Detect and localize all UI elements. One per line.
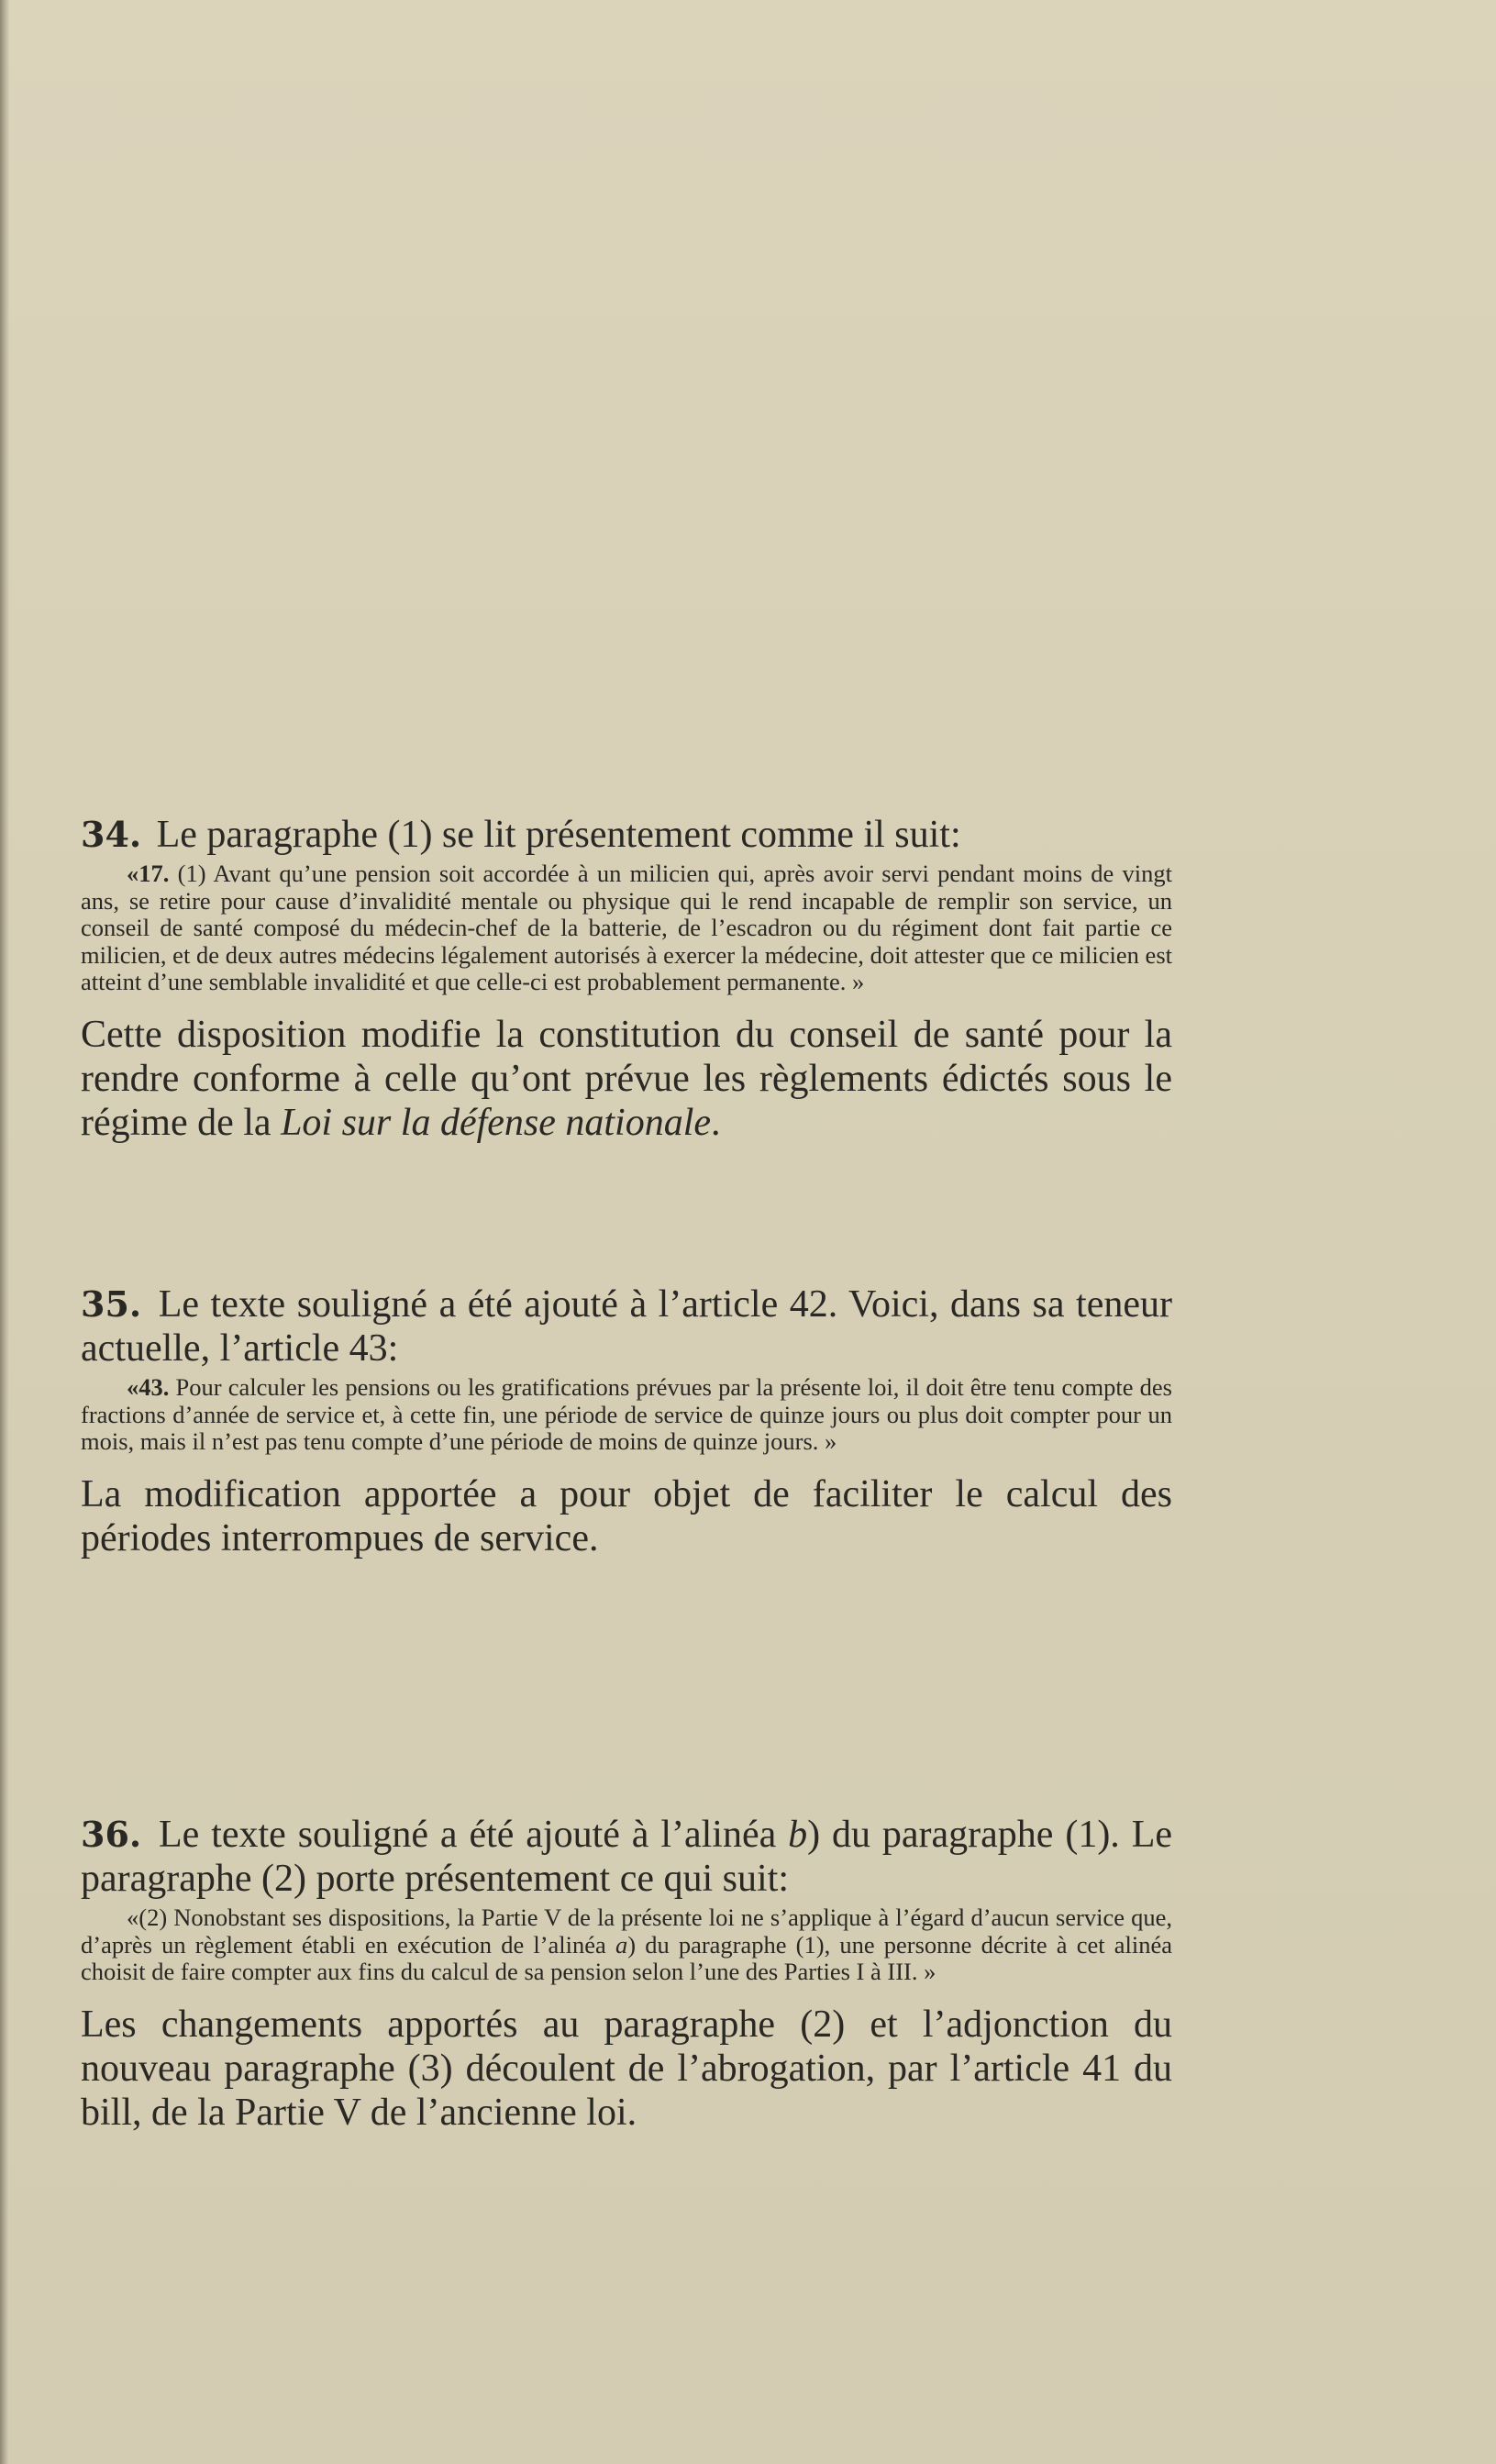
heading-text: Le texte souligné a été ajouté à l’article 42. Voici, dans sa teneur actuelle, l’article 43: — [81, 1283, 1172, 1370]
section-35 — [81, 1282, 1172, 1560]
heading-end: ) du paragraphe (1). Le paragraphe (2) porte présentement ce qui suit: — [81, 1814, 1172, 1900]
quote-indent — [81, 860, 127, 887]
commentary: La modification apportée a pour objet de faciliter le calcul des périodes interrompues de service. — [81, 1472, 1172, 1559]
section-34 — [81, 813, 1172, 1145]
quote-italic: a — [615, 1930, 628, 1959]
quote-text: (1) Avant qu’une pension soit accordée à un milicien qui, après avoir servi pendant moins de vingt ans, se retire pour cause d’invalidité mentale ou physique qui le rend incapable de remplir son service, un conseil de santé composé du médecin-chef de la batterie, de l’escadron ou du régiment dont fait partie ce milicien, et de deux autres médecins légalement autorisés à exercer la médecine, doit attester que ce milicien est atteint d’une semblable invalidité et que celle-ci est probablement permanente. » — [81, 860, 1172, 995]
section-heading — [81, 1813, 1172, 1901]
commentary — [81, 1013, 1172, 1145]
quote-end: ) du paragraphe (1), une personne décrite à cet alinéa choisit de faire compter aux fins du calcul de sa pension selon l’une des Parties I à III. » — [81, 1930, 1173, 1985]
quote-text: Pour calculer les pensions ou les gratifications prévues par la présente loi, il doit être tenu compte des fractions d’année de service et, à cette fin, une période de service de quinze jours ou plus doit compter pour un mois, mais il n’est pas tenu compte d’une période de moins de quinze jours. » — [81, 1373, 1172, 1455]
section-heading — [81, 1282, 1172, 1371]
heading-text: Le texte souligné a été ajouté à l’alinéa — [159, 1814, 789, 1856]
quote-indent — [81, 1373, 127, 1401]
quote-lead: «43. — [127, 1373, 170, 1401]
section-heading — [81, 813, 1172, 857]
section-number: 34. — [81, 814, 142, 855]
section-number: 35. — [81, 1283, 142, 1325]
heading-italic: b — [788, 1814, 808, 1856]
commentary-italic: Loi sur la défense nationale — [281, 1101, 712, 1144]
section-number: 36. — [81, 1814, 142, 1855]
commentary-end: . — [711, 1101, 721, 1144]
page-binding-edge — [0, 0, 9, 2464]
quote-text: «(2) Nonobstant ses dispositions, la Partie V de la présente loi ne s’applique à l’égard d’aucun service que, d’après un règlement établi en exécution de l’alinéa — [81, 1903, 1172, 1959]
quoted-provision — [81, 1374, 1172, 1456]
section-36 — [81, 1813, 1172, 2135]
commentary-text: Cette disposition modifie la constitution du conseil de santé pour la rendre conforme à celle qu’ont prévue les règlements édictés sous le régime de la — [81, 1013, 1172, 1144]
quote-indent — [81, 1903, 127, 1931]
quote-lead: «17. — [127, 860, 170, 887]
heading-text: Le paragraphe (1) se lit présentement comme il suit: — [156, 814, 961, 856]
quoted-provision — [81, 1904, 1172, 1986]
commentary: Les changements apportés au paragraphe (2) et l’adjonction du nouveau paragraphe (3) découlent de l’abrogation, par l’article 41 du bill, de la Partie V de l’ancienne loi. — [81, 2003, 1172, 2134]
quoted-provision — [81, 860, 1172, 996]
